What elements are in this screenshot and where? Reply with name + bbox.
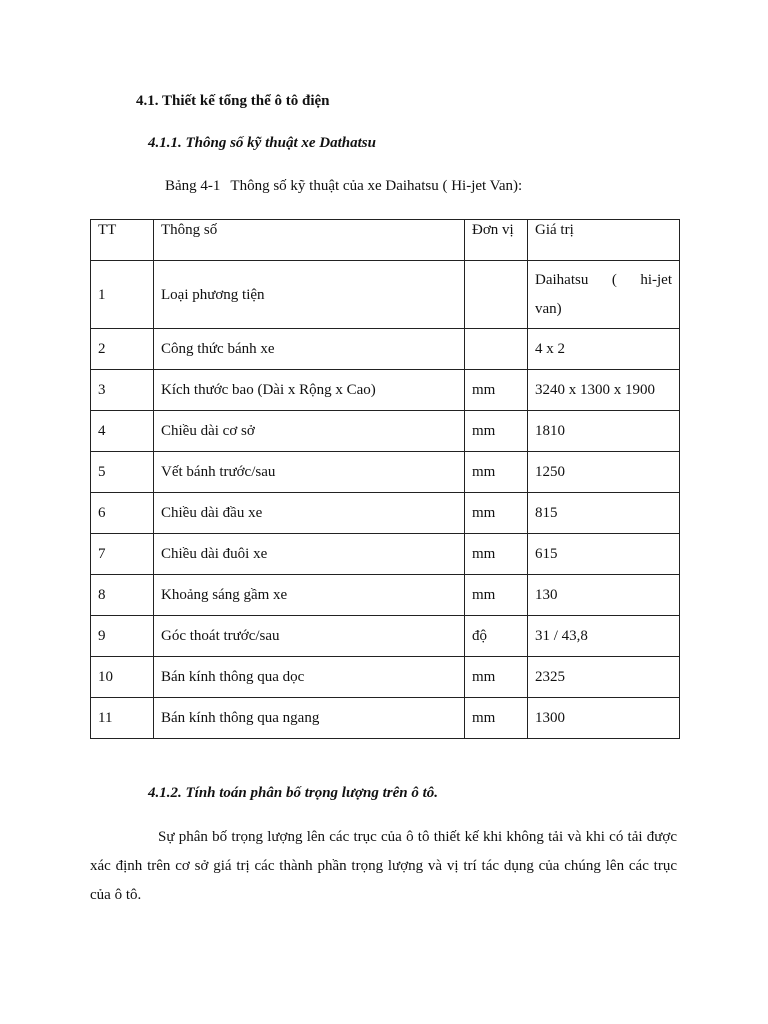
table-row xyxy=(91,370,680,411)
row-tt: 5 xyxy=(91,452,154,493)
row-value-line2: van) xyxy=(535,300,562,317)
row-tt: 3 xyxy=(91,370,154,411)
row-unit: mm xyxy=(465,575,528,616)
row-value: 1300 xyxy=(528,698,680,739)
row-value-line1: Daihatsu ( hi-jet xyxy=(535,271,672,288)
row-tt: 11 xyxy=(91,698,154,739)
row-value xyxy=(528,261,680,329)
table-row xyxy=(91,411,680,452)
subsection-heading: 4.1.1. Thông số kỹ thuật xe Dathatsu xyxy=(148,135,376,151)
row-param: Kích thước bao (Dài x Rộng x Cao) xyxy=(154,370,465,411)
table-row xyxy=(91,329,680,370)
row-tt: 7 xyxy=(91,534,154,575)
row-param: Công thức bánh xe xyxy=(154,329,465,370)
row-unit: mm xyxy=(465,411,528,452)
table-row xyxy=(91,534,680,575)
table-row xyxy=(91,657,680,698)
row-param: Vết bánh trước/sau xyxy=(154,452,465,493)
row-param: Bán kính thông qua ngang xyxy=(154,698,465,739)
row-unit xyxy=(465,329,528,370)
body-paragraph: Sự phân bố trọng lượng lên các trục của ô tô thiết kế khi không tải và khi có tải được xác định trên cơ sở giá trị các thành phần trọng lượng và vị trí tác dụng của chúng lên các trục của ô tô. xyxy=(90,829,677,903)
header-tt: TT xyxy=(91,220,154,261)
row-tt: 2 xyxy=(91,329,154,370)
table-caption-text: Thông số kỹ thuật của xe Daihatsu ( Hi-jet Van): xyxy=(230,178,523,194)
row-param: Chiều dài đầu xe xyxy=(154,493,465,534)
row-param: Khoảng sáng gầm xe xyxy=(154,575,465,616)
row-tt: 4 xyxy=(91,411,154,452)
table-row xyxy=(91,493,680,534)
row-tt: 10 xyxy=(91,657,154,698)
row-value: 4 x 2 xyxy=(528,329,680,370)
row-value: 31 / 43,8 xyxy=(528,616,680,657)
row-value: 815 xyxy=(528,493,680,534)
row-value: 2325 xyxy=(528,657,680,698)
table-row xyxy=(91,452,680,493)
row-unit: độ xyxy=(465,616,528,657)
row-tt: 1 xyxy=(91,261,154,329)
row-param: Góc thoát trước/sau xyxy=(154,616,465,657)
header-value: Giá trị xyxy=(528,220,680,261)
table-row xyxy=(91,261,680,329)
header-unit: Đơn vị xyxy=(465,220,528,261)
row-value: 615 xyxy=(528,534,680,575)
table-caption-label: Bảng 4-1 xyxy=(165,178,221,194)
row-tt: 8 xyxy=(91,575,154,616)
row-tt: 6 xyxy=(91,493,154,534)
row-unit: mm xyxy=(465,657,528,698)
row-unit: mm xyxy=(465,534,528,575)
table-caption xyxy=(165,178,522,195)
row-unit xyxy=(465,261,528,329)
table-row xyxy=(91,575,680,616)
row-unit: mm xyxy=(465,452,528,493)
row-unit: mm xyxy=(465,370,528,411)
row-value: 3240 x 1300 x 1900 xyxy=(528,370,680,411)
row-value: 1250 xyxy=(528,452,680,493)
table-row xyxy=(91,616,680,657)
row-param: Chiều dài đuôi xe xyxy=(154,534,465,575)
table-header-row xyxy=(91,220,680,261)
header-param: Thông số xyxy=(154,220,465,261)
row-param: Chiều dài cơ sở xyxy=(154,411,465,452)
section-heading: 4.1. Thiết kế tổng thể ô tô điện xyxy=(136,93,330,109)
table-row xyxy=(91,698,680,739)
row-value: 130 xyxy=(528,575,680,616)
row-param: Bán kính thông qua dọc xyxy=(154,657,465,698)
row-unit: mm xyxy=(465,698,528,739)
row-value: 1810 xyxy=(528,411,680,452)
subsection-heading-412: 4.1.2. Tính toán phân bố trọng lượng trên ô tô. xyxy=(148,785,439,801)
row-unit: mm xyxy=(465,493,528,534)
row-param: Loại phương tiện xyxy=(154,261,465,329)
spec-table xyxy=(90,219,680,739)
row-tt: 9 xyxy=(91,616,154,657)
